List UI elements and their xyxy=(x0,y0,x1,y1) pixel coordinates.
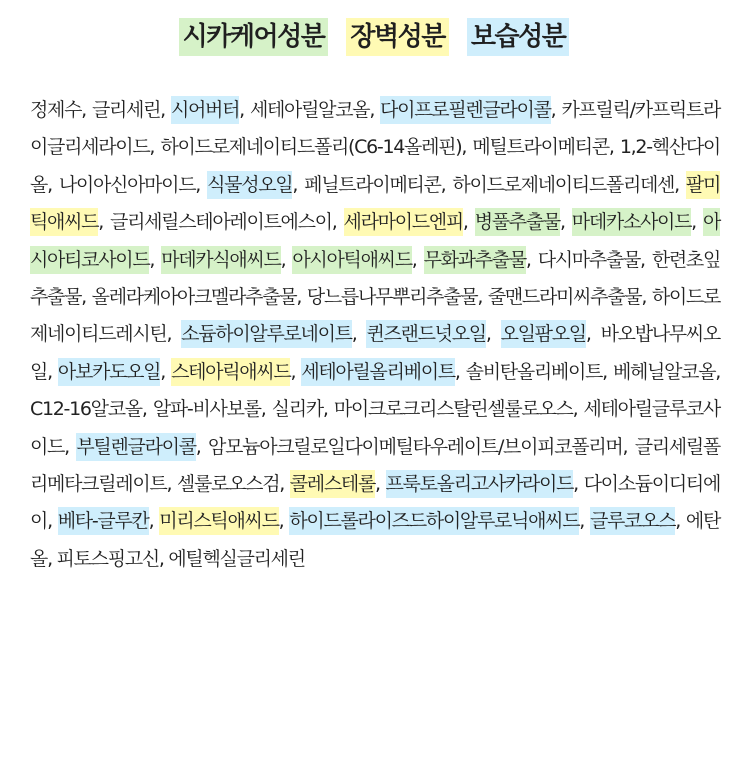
ingredient-item: 하이드로제네이티드폴리(C6-14올레핀) xyxy=(160,136,462,159)
ingredient-item: 올레라케아아크멜라추출물 xyxy=(91,286,297,309)
ingredient-item: 글루코오스 xyxy=(590,507,675,535)
ingredient-item: 오일팜오일 xyxy=(501,320,586,348)
ingredient-item: 아시아틱애씨드 xyxy=(292,246,411,274)
ingredient-item: 피토스핑고신 xyxy=(56,547,159,570)
legend-moisture: 보습성분 xyxy=(467,18,569,56)
ingredient-item: 팔미틱애씨드 xyxy=(30,171,720,236)
ingredient-item: 아시아티코사이드 xyxy=(30,208,720,273)
ingredient-item: 다이프로필렌글라이콜 xyxy=(380,96,551,124)
ingredient-item: 세라마이드엔피 xyxy=(344,208,463,236)
ingredient-item: 스테아릭애씨드 xyxy=(171,358,290,386)
ingredient-item: 퀸즈랜드넛오일 xyxy=(366,320,485,348)
ingredient-item: 콜레스테롤 xyxy=(290,470,375,498)
ingredient-item: 셀룰로오스검 xyxy=(176,473,280,496)
ingredient-item: 글리세릴폴리메타크릴레이트 xyxy=(30,435,720,496)
ingredient-item: 마데카소사이드 xyxy=(572,208,691,236)
ingredient-item: 베헤닐알코올 xyxy=(612,360,716,383)
ingredient-item: 에틸헥실글리세린 xyxy=(168,547,305,570)
ingredient-item: 미리스틱애씨드 xyxy=(159,507,278,535)
ingredient-item: 정제수 xyxy=(30,99,82,121)
ingredient-item: 프룩토올리고사카라이드 xyxy=(386,470,574,498)
ingredient-item: 병풀추출물 xyxy=(475,208,560,236)
ingredient-item: 마데카식애씨드 xyxy=(161,246,280,274)
ingredient-list: 정제수, 글리세린, 시어버터, 세테아릴알코올, 다이프로필렌글라이콜, 카프릴릭/카프릭트라이글리세라이드, 하이드로제네이티드폴리(C6-14올레핀), 메틸트라이메티콘, 1,2-헥산다이올, 나이아신아마이드, 식물성오일, 페닐트라이메티콘, 하이드로제네이티드폴리데센, 팔미틱애씨드, 글리세릴스테아레이트에스이, 세라마이드엔피, 병풀추출물, 마데카소사이드, 아시아티코사이드, 마데카식애씨드, 아시아틱애씨드, 무화과추출물, 다시마추출물, 한련초잎추출물, 올레라케아아크멜라추출물, 당느릅나무뿌리추출물, 줄맨드라미씨추출물, 하이드로제네이티드레시틴, 소듐하이알루로네이트, 퀸즈랜드넛오일, 오일팜오일, 바오밥나무씨오일, 아보카도오일, 스테아릭애씨드, 세테아릴올리베이트, 솔비탄올리베이트, 베헤닐알코올, C12-16알코올, 알파-비사보롤, 실리카, 마이크로크리스탈린셀룰로오스, 세테아릴글루코사이드, 부틸렌글라이콜, 암모늄아크릴로일다이메틸타우레이트/브이피코폴리머, 글리세릴폴리메타크릴레이트, 셀룰로오스검, 콜레스테롤, 프룩토올리고사카라이드, 다이소듐이디티에이, 베타-글루칸, 미리스틱애씨드, 하이드롤라이즈드하이알루로닉애씨드, 글루코오스, 에탄올, 피토스핑고신, 에틸헥실글리세린 xyxy=(30,92,720,578)
ingredient-item: 세테아릴글루코사이드 xyxy=(30,398,720,458)
ingredient-item: 당느릅나무뿌리추출물 xyxy=(306,286,478,309)
ingredient-item: C12-16알코올 xyxy=(30,398,142,421)
ingredient-item: 식물성오일 xyxy=(207,171,292,199)
ingredient-item: 줄맨드라미씨추출물 xyxy=(487,286,642,309)
ingredient-item: 실리카 xyxy=(271,398,323,421)
ingredient-item: 마이크로크리스탈린셀룰로오스 xyxy=(333,398,573,421)
ingredient-item: 한련초잎추출물 xyxy=(30,248,721,309)
ingredient-item: 하이드로제네이티드폴리데센 xyxy=(452,173,675,196)
ingredient-item: 솔비탄올리베이트 xyxy=(465,360,603,383)
ingredient-item: 하이드로제네이티드레시틴 xyxy=(30,286,721,346)
legend-cica-care: 시카케어성분 xyxy=(179,18,329,56)
ingredient-item: 메틸트라이메티콘 xyxy=(472,136,609,159)
ingredient-item: 무화과추출물 xyxy=(424,246,526,274)
ingredient-item: 글리세린 xyxy=(91,99,161,121)
ingredient-item: 페닐트라이메티콘 xyxy=(304,173,441,196)
ingredient-item: 바오밥나무씨오일 xyxy=(30,323,720,383)
ingredient-item: 시어버터 xyxy=(171,96,239,124)
ingredient-item: 다이소듐이디티에이 xyxy=(30,473,721,533)
ingredient-item: 아보카도오일 xyxy=(58,358,160,386)
legend-barrier: 장벽성분 xyxy=(346,18,448,56)
ingredient-item: 소듐하이알루로네이트 xyxy=(181,320,352,348)
ingredient-item: 부틸렌글라이콜 xyxy=(76,433,195,461)
ingredient-item: 알파-비사보롤 xyxy=(152,398,261,421)
ingredient-item: 나이아신아마이드 xyxy=(58,173,196,196)
ingredient-item: 하이드롤라이즈드하이알루로닉애씨드 xyxy=(289,507,579,535)
ingredient-item: 베타-글루칸 xyxy=(58,507,149,535)
ingredient-item: 세테아릴올리베이트 xyxy=(301,358,455,386)
ingredient-item: 세테아릴알코올 xyxy=(249,99,370,121)
ingredient-item: 에탄올 xyxy=(30,510,721,570)
ingredient-item: 카프릴릭/카프릭트라이글리세라이드 xyxy=(30,99,721,159)
ingredient-item: 다시마추출물 xyxy=(537,248,641,271)
ingredient-item: 암모늄아크릴로일다이메틸타우레이트/브이피코폴리머 xyxy=(208,435,623,458)
ingredient-item: 1,2-헥산다이올 xyxy=(30,136,720,196)
highlight-legend xyxy=(0,0,748,70)
ingredient-item: 글리세릴스테아레이트에스이 xyxy=(110,211,332,234)
